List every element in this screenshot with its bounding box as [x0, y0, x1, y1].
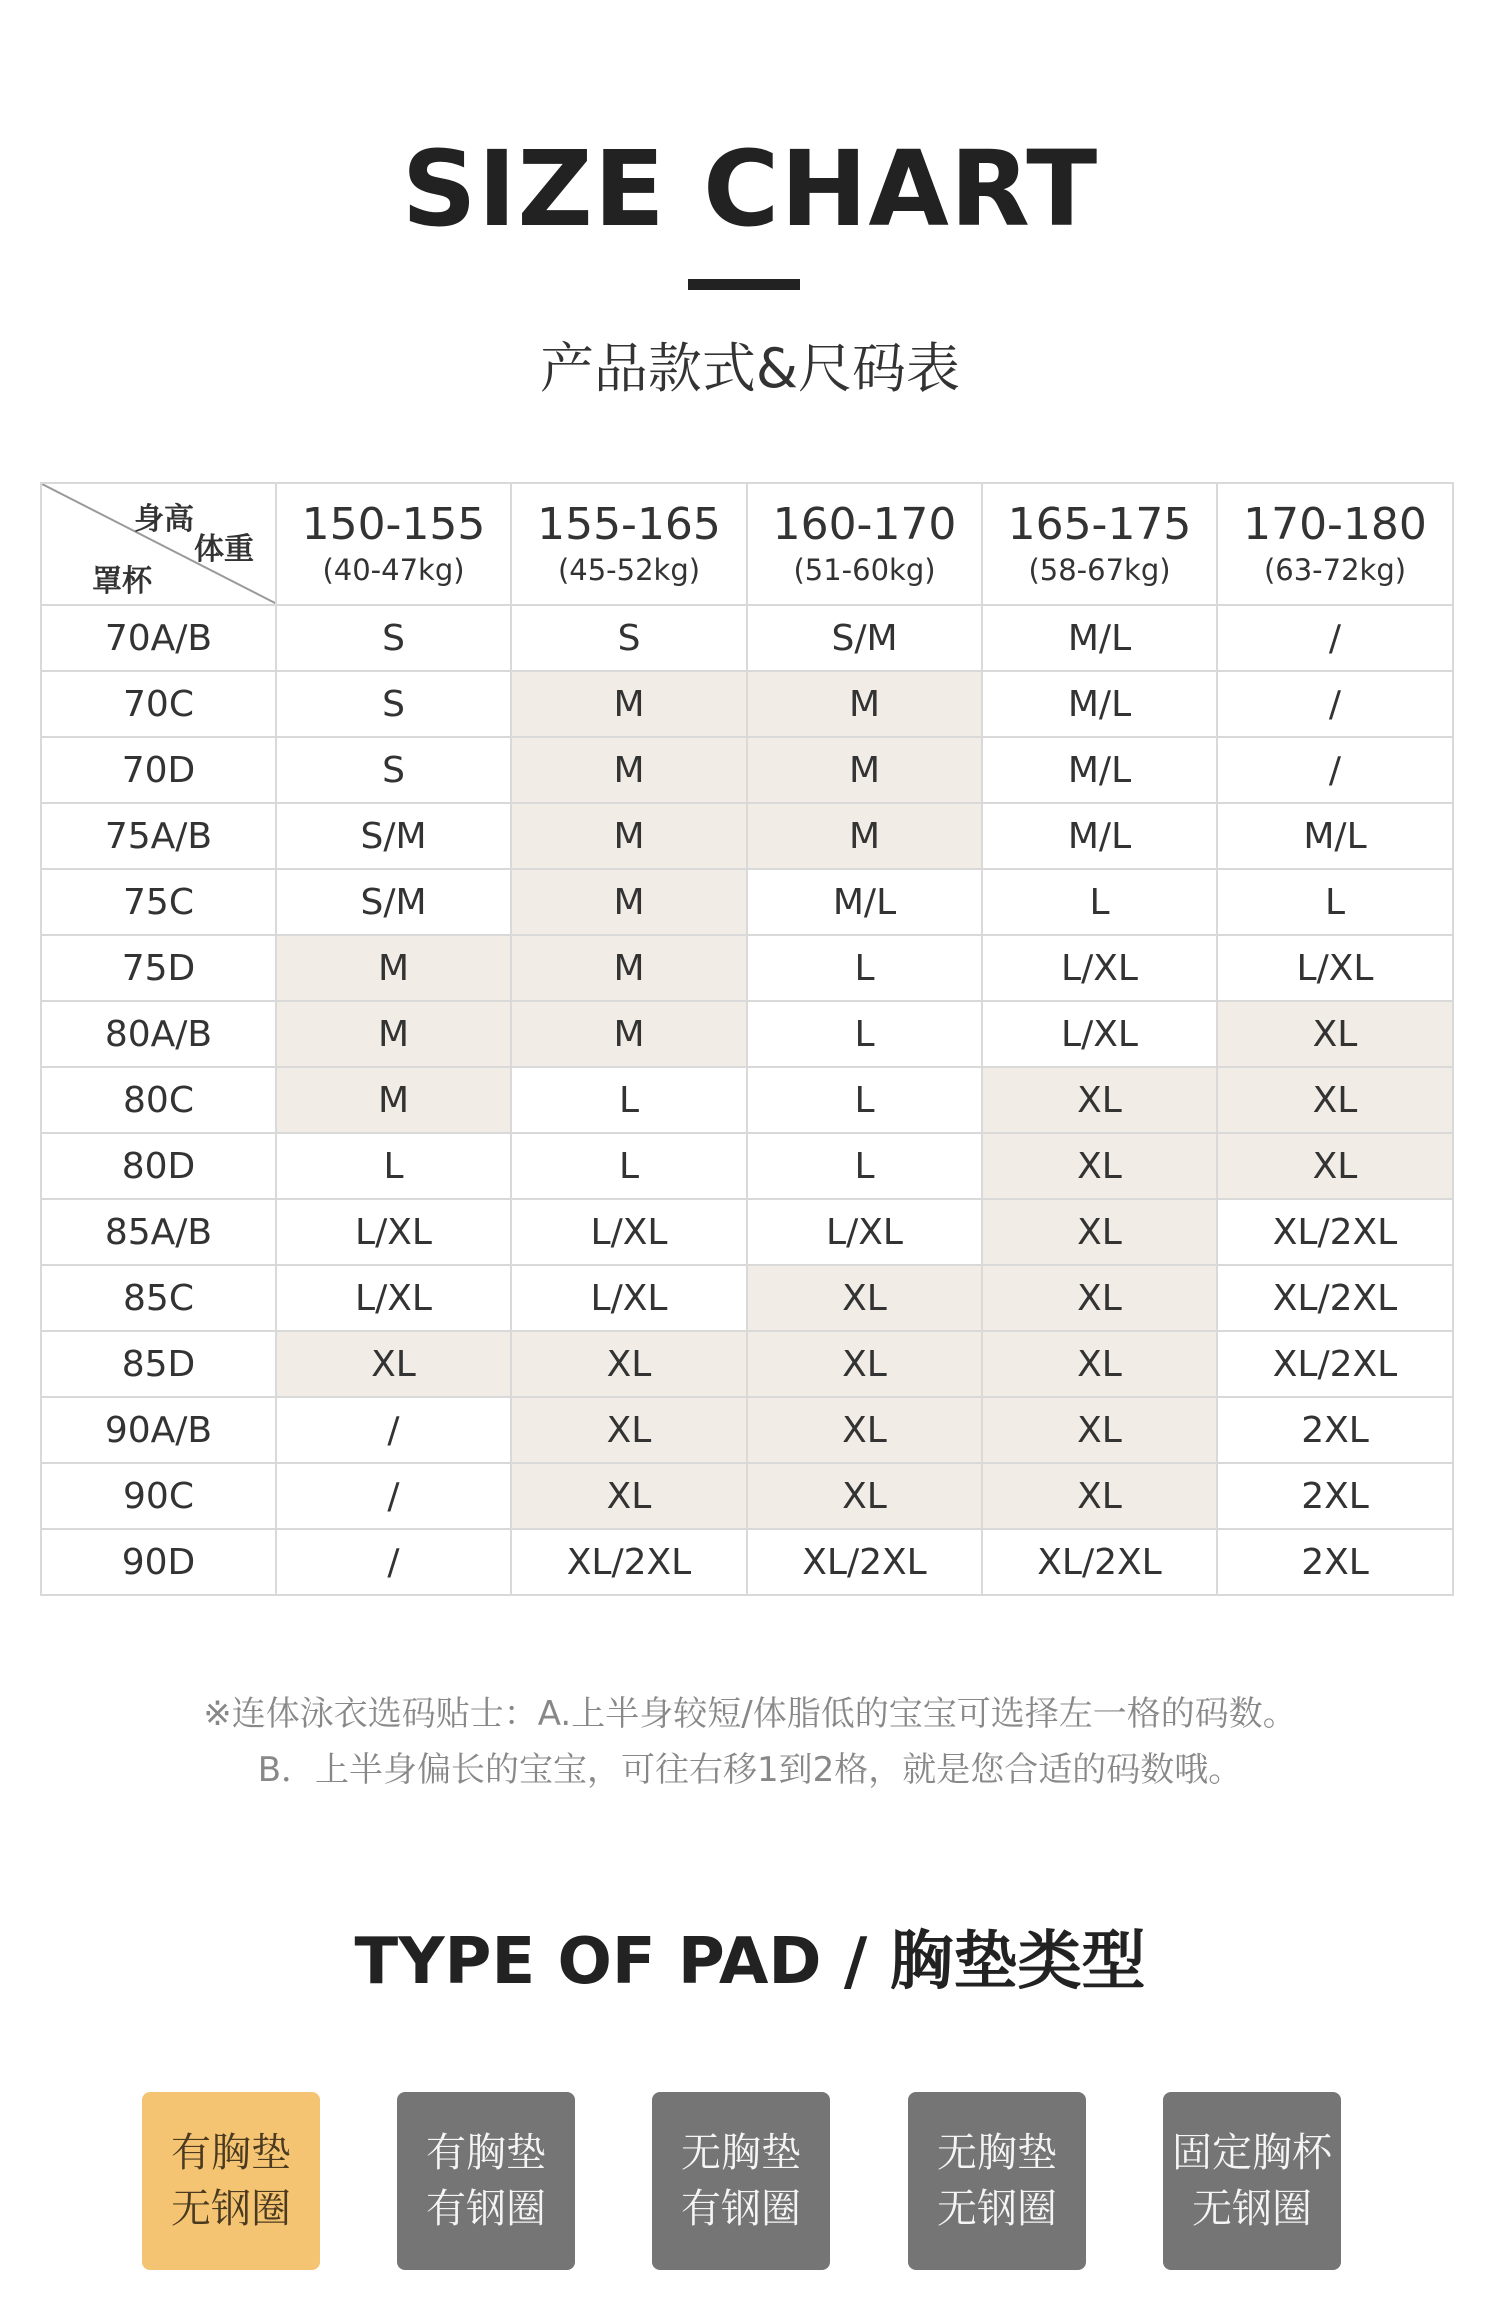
corner-label-height: 身高: [134, 502, 194, 537]
table-row: [41, 1529, 1453, 1595]
size-cell: XL: [982, 1331, 1217, 1397]
table-row: [41, 737, 1453, 803]
column-height-range: 155-165: [537, 499, 721, 550]
size-cell: L/XL: [276, 1265, 511, 1331]
size-cell: /: [276, 1529, 511, 1595]
table-row: [41, 1067, 1453, 1133]
cup-size-cell: 90D: [41, 1529, 276, 1595]
pad-type-label-line-2: 有钢圈: [681, 2186, 801, 2232]
column-weight-range: (58-67kg): [1028, 553, 1171, 587]
size-cell: XL: [982, 1463, 1217, 1529]
size-cell: M: [511, 869, 747, 935]
pad-type-label-line-1: 无胸垫: [937, 2130, 1057, 2176]
size-tip-line-2: B．上半身偏长的宝宝，可往右移1到2格，就是您合适的码数哦。: [257, 1750, 1243, 1790]
corner-cell: [41, 483, 276, 605]
size-cell: XL: [747, 1397, 982, 1463]
pad-type-option[interactable]: [652, 2092, 830, 2270]
size-cell: 2XL: [1217, 1397, 1453, 1463]
table-row: [41, 1463, 1453, 1529]
size-cell: XL: [747, 1331, 982, 1397]
size-cell: L: [747, 1001, 982, 1067]
column-weight-range: (45-52kg): [557, 553, 701, 587]
size-cell: S: [276, 671, 511, 737]
column-height-range: 160-170: [772, 499, 957, 550]
pad-type-label-line-2: 无钢圈: [937, 2186, 1057, 2232]
size-tip-line-1: ※连体泳衣选码贴士：A.上半身较短/体脂低的宝宝可选择左一格的码数。: [203, 1694, 1297, 1734]
size-cell: XL: [982, 1199, 1217, 1265]
table-row: [41, 1331, 1453, 1397]
size-cell: /: [276, 1397, 511, 1463]
size-cell: L: [747, 935, 982, 1001]
size-cell: L/XL: [511, 1265, 747, 1331]
cup-size-cell: 70A/B: [41, 605, 276, 671]
pad-type-label-line-1: 有胸垫: [171, 2130, 291, 2176]
size-cell: L/XL: [982, 1001, 1217, 1067]
size-cell: 2XL: [1217, 1463, 1453, 1529]
size-cell: XL/2XL: [982, 1529, 1217, 1595]
size-cell: M: [747, 671, 982, 737]
size-cell: XL: [982, 1133, 1217, 1199]
size-cell: L: [747, 1067, 982, 1133]
size-cell: /: [1217, 605, 1453, 671]
column-header: [982, 483, 1217, 605]
cup-size-cell: 70C: [41, 671, 276, 737]
size-cell: XL: [982, 1397, 1217, 1463]
column-height-range: 150-155: [301, 499, 486, 550]
size-cell: S: [276, 605, 511, 671]
column-header: [747, 483, 982, 605]
pad-type-option[interactable]: [1163, 2092, 1341, 2270]
cup-size-cell: 80C: [41, 1067, 276, 1133]
size-cell: M: [511, 803, 747, 869]
size-cell: /: [276, 1463, 511, 1529]
size-cell: M/L: [982, 671, 1217, 737]
size-cell: M: [511, 737, 747, 803]
cup-size-cell: 90C: [41, 1463, 276, 1529]
size-cell: XL: [747, 1463, 982, 1529]
table-row: [41, 605, 1453, 671]
table-row: [41, 1265, 1453, 1331]
size-cell: M: [276, 1001, 511, 1067]
size-cell: S: [276, 737, 511, 803]
size-cell: M: [747, 737, 982, 803]
pad-type-label-line-1: 无胸垫: [681, 2130, 801, 2176]
size-cell: L: [982, 869, 1217, 935]
page-title: SIZE CHART: [401, 128, 1099, 250]
size-cell: /: [1217, 671, 1453, 737]
table-header-row: [41, 483, 1453, 605]
pad-type-label-line-2: 无钢圈: [1192, 2186, 1312, 2232]
size-cell: L/XL: [1217, 935, 1453, 1001]
pad-type-label-line-2: 有钢圈: [426, 2186, 546, 2232]
title-divider: [688, 279, 800, 290]
size-cell: XL: [276, 1331, 511, 1397]
table-row: [41, 1397, 1453, 1463]
column-weight-range: (40-47kg): [322, 553, 465, 587]
table-row: [41, 1199, 1453, 1265]
size-cell: M/L: [982, 605, 1217, 671]
pad-type-label-line-2: 无钢圈: [171, 2186, 291, 2232]
column-weight-range: (63-72kg): [1263, 553, 1407, 587]
size-cell: XL/2XL: [1217, 1265, 1453, 1331]
table-row: [41, 935, 1453, 1001]
size-cell: L/XL: [747, 1199, 982, 1265]
cup-size-cell: 80D: [41, 1133, 276, 1199]
size-cell: M: [747, 803, 982, 869]
column-header: [276, 483, 511, 605]
size-cell: M: [276, 935, 511, 1001]
size-cell: L: [1217, 869, 1453, 935]
size-cell: M/L: [747, 869, 982, 935]
cup-size-cell: 80A/B: [41, 1001, 276, 1067]
corner-label-weight: 体重: [194, 532, 254, 567]
size-cell: XL: [1217, 1001, 1453, 1067]
size-cell: XL/2XL: [747, 1529, 982, 1595]
pad-type-option[interactable]: [908, 2092, 1086, 2270]
pad-type-label-line-1: 有胸垫: [426, 2130, 546, 2176]
size-cell: M/L: [1217, 803, 1453, 869]
pad-type-option[interactable]: [397, 2092, 575, 2270]
column-height-range: 165-175: [1007, 499, 1192, 550]
size-cell: M: [511, 671, 747, 737]
size-cell: XL: [1217, 1133, 1453, 1199]
size-table: [40, 482, 1454, 1596]
size-cell: XL: [982, 1265, 1217, 1331]
pad-type-option[interactable]: [142, 2092, 320, 2270]
size-cell: L/XL: [511, 1199, 747, 1265]
size-cell: M/L: [982, 737, 1217, 803]
pad-type-label-line-1: 固定胸杯: [1172, 2130, 1332, 2176]
size-cell: S: [511, 605, 747, 671]
column-weight-range: (51-60kg): [793, 553, 936, 587]
cup-size-cell: 75D: [41, 935, 276, 1001]
pad-section-title: TYPE OF PAD / 胸垫类型: [354, 1925, 1146, 1999]
table-row: [41, 1001, 1453, 1067]
size-cell: XL: [511, 1397, 747, 1463]
table-row: [41, 803, 1453, 869]
page-subtitle: 产品款式&尺码表: [539, 337, 961, 400]
size-cell: L/XL: [982, 935, 1217, 1001]
size-cell: L/XL: [276, 1199, 511, 1265]
column-header: [511, 483, 747, 605]
column-header: [1217, 483, 1453, 605]
cup-size-cell: 75A/B: [41, 803, 276, 869]
size-cell: M/L: [982, 803, 1217, 869]
size-cell: XL: [982, 1067, 1217, 1133]
table-row: [41, 869, 1453, 935]
size-cell: XL: [747, 1265, 982, 1331]
size-cell: L: [511, 1067, 747, 1133]
size-cell: M: [511, 1001, 747, 1067]
size-cell: M: [276, 1067, 511, 1133]
size-cell: XL/2XL: [1217, 1199, 1453, 1265]
size-cell: S/M: [747, 605, 982, 671]
cup-size-cell: 85C: [41, 1265, 276, 1331]
size-cell: M: [511, 935, 747, 1001]
size-cell: XL: [1217, 1067, 1453, 1133]
cup-size-cell: 75C: [41, 869, 276, 935]
size-cell: S/M: [276, 803, 511, 869]
table-row: [41, 1133, 1453, 1199]
size-cell: S/M: [276, 869, 511, 935]
size-cell: L: [511, 1133, 747, 1199]
column-height-range: 170-180: [1243, 499, 1427, 550]
cup-size-cell: 85A/B: [41, 1199, 276, 1265]
size-cell: XL/2XL: [1217, 1331, 1453, 1397]
size-cell: XL/2XL: [511, 1529, 747, 1595]
cup-size-cell: 90A/B: [41, 1397, 276, 1463]
size-cell: L: [747, 1133, 982, 1199]
size-cell: L: [276, 1133, 511, 1199]
cup-size-cell: 85D: [41, 1331, 276, 1397]
size-cell: XL: [511, 1463, 747, 1529]
cup-size-cell: 70D: [41, 737, 276, 803]
size-cell: 2XL: [1217, 1529, 1453, 1595]
size-cell: XL: [511, 1331, 747, 1397]
corner-label-cup: 罩杯: [92, 564, 152, 599]
size-table-body: [41, 483, 1453, 1595]
size-cell: /: [1217, 737, 1453, 803]
table-row: [41, 671, 1453, 737]
